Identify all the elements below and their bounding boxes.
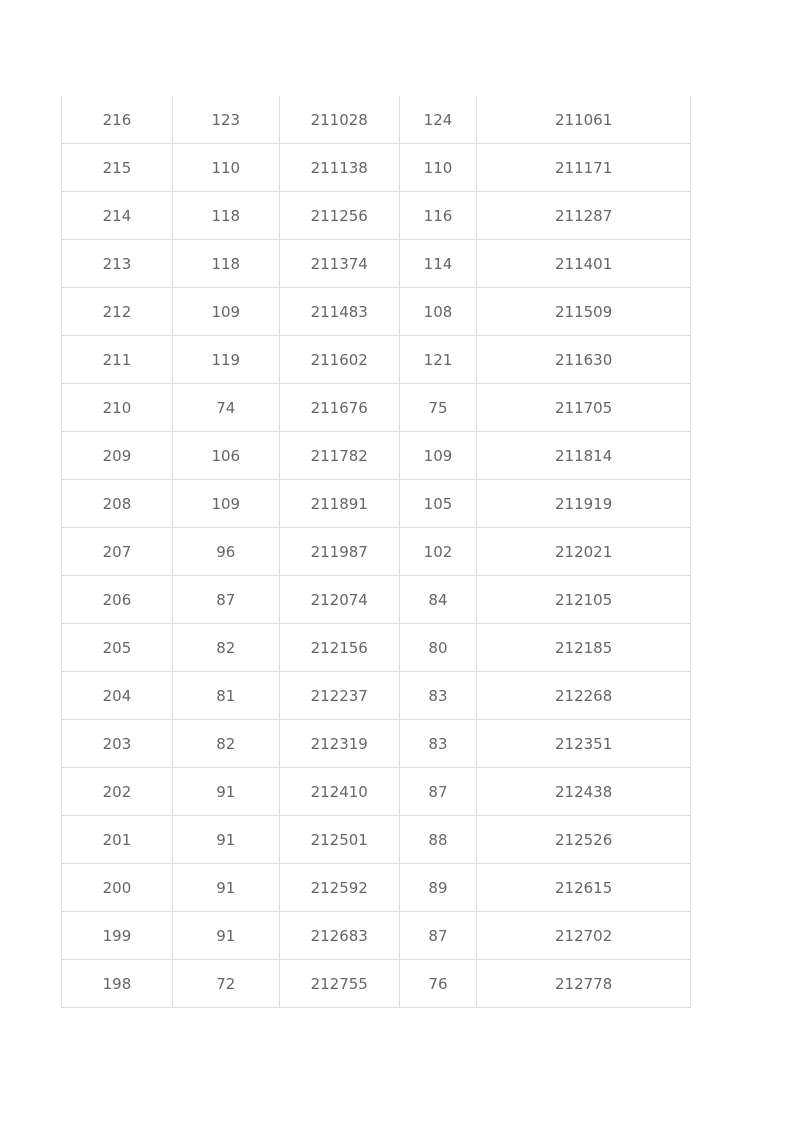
table-cell: 211509 [477, 288, 691, 336]
table-cell: 212351 [477, 720, 691, 768]
table-row [62, 288, 691, 336]
table-cell: 82 [172, 624, 279, 672]
table-cell: 109 [172, 288, 279, 336]
table-row [62, 912, 691, 960]
table-cell: 118 [172, 240, 279, 288]
table-cell: 212185 [477, 624, 691, 672]
table-cell: 215 [62, 144, 173, 192]
table-cell: 209 [62, 432, 173, 480]
table-row [62, 528, 691, 576]
table-cell: 212105 [477, 576, 691, 624]
table-cell: 211782 [279, 432, 399, 480]
table-cell: 212683 [279, 912, 399, 960]
table-cell: 207 [62, 528, 173, 576]
table-cell: 213 [62, 240, 173, 288]
table-cell: 91 [172, 864, 279, 912]
table-row [62, 384, 691, 432]
table-cell: 212615 [477, 864, 691, 912]
table-row [62, 864, 691, 912]
table-cell: 206 [62, 576, 173, 624]
table-row [62, 672, 691, 720]
table-cell: 212410 [279, 768, 399, 816]
table-cell: 201 [62, 816, 173, 864]
table-cell: 211919 [477, 480, 691, 528]
table-cell: 212268 [477, 672, 691, 720]
table-cell: 102 [399, 528, 477, 576]
table-cell: 109 [172, 480, 279, 528]
table-cell: 208 [62, 480, 173, 528]
table-cell: 118 [172, 192, 279, 240]
table-cell: 81 [172, 672, 279, 720]
table-cell: 212592 [279, 864, 399, 912]
table-cell: 212755 [279, 960, 399, 1008]
table-cell: 211891 [279, 480, 399, 528]
table-cell: 199 [62, 912, 173, 960]
table-cell: 75 [399, 384, 477, 432]
table-cell: 72 [172, 960, 279, 1008]
table-cell: 74 [172, 384, 279, 432]
table-cell: 212074 [279, 576, 399, 624]
table-cell: 212021 [477, 528, 691, 576]
table-row [62, 816, 691, 864]
table-cell: 211401 [477, 240, 691, 288]
table-row [62, 720, 691, 768]
table-cell: 211374 [279, 240, 399, 288]
table-cell: 216 [62, 96, 173, 144]
table-cell: 211814 [477, 432, 691, 480]
table-cell: 211061 [477, 96, 691, 144]
table-cell: 211287 [477, 192, 691, 240]
table-cell: 83 [399, 672, 477, 720]
table-row [62, 576, 691, 624]
table-cell: 212237 [279, 672, 399, 720]
table-row [62, 768, 691, 816]
table-row [62, 240, 691, 288]
table-cell: 212 [62, 288, 173, 336]
table-cell: 123 [172, 96, 279, 144]
table-cell: 76 [399, 960, 477, 1008]
table-cell: 204 [62, 672, 173, 720]
table-cell: 211256 [279, 192, 399, 240]
table-cell: 119 [172, 336, 279, 384]
table-cell: 84 [399, 576, 477, 624]
table-cell: 200 [62, 864, 173, 912]
table-cell: 212501 [279, 816, 399, 864]
table-cell: 212778 [477, 960, 691, 1008]
table-cell: 105 [399, 480, 477, 528]
table-row [62, 624, 691, 672]
table-row [62, 192, 691, 240]
table-cell: 211028 [279, 96, 399, 144]
table-cell: 116 [399, 192, 477, 240]
table-row [62, 480, 691, 528]
table-cell: 214 [62, 192, 173, 240]
table-cell: 91 [172, 816, 279, 864]
table-cell: 211630 [477, 336, 691, 384]
table-row [62, 144, 691, 192]
table-row [62, 432, 691, 480]
table-cell: 124 [399, 96, 477, 144]
table-cell: 114 [399, 240, 477, 288]
table-cell: 212438 [477, 768, 691, 816]
table-cell: 80 [399, 624, 477, 672]
table-cell: 109 [399, 432, 477, 480]
table-cell: 110 [172, 144, 279, 192]
table-cell: 203 [62, 720, 173, 768]
table-cell: 212526 [477, 816, 691, 864]
table-cell: 211602 [279, 336, 399, 384]
table-cell: 205 [62, 624, 173, 672]
table-cell: 211 [62, 336, 173, 384]
score-table [61, 96, 691, 1008]
table-body [62, 96, 691, 1008]
table-cell: 202 [62, 768, 173, 816]
table-cell: 211171 [477, 144, 691, 192]
table-cell: 212702 [477, 912, 691, 960]
table-row [62, 336, 691, 384]
table-cell: 198 [62, 960, 173, 1008]
table-cell: 106 [172, 432, 279, 480]
table-cell: 211705 [477, 384, 691, 432]
table-cell: 211138 [279, 144, 399, 192]
table-cell: 211483 [279, 288, 399, 336]
table-row [62, 960, 691, 1008]
table-cell: 88 [399, 816, 477, 864]
table-cell: 89 [399, 864, 477, 912]
table-cell: 83 [399, 720, 477, 768]
table-row [62, 96, 691, 144]
table-cell: 87 [399, 768, 477, 816]
table-cell: 87 [172, 576, 279, 624]
table-cell: 210 [62, 384, 173, 432]
table-cell: 212319 [279, 720, 399, 768]
table-cell: 110 [399, 144, 477, 192]
table-cell: 91 [172, 768, 279, 816]
table-cell: 211676 [279, 384, 399, 432]
table-cell: 212156 [279, 624, 399, 672]
table-cell: 82 [172, 720, 279, 768]
table-cell: 96 [172, 528, 279, 576]
table-cell: 211987 [279, 528, 399, 576]
table-cell: 91 [172, 912, 279, 960]
table-cell: 121 [399, 336, 477, 384]
table-cell: 108 [399, 288, 477, 336]
table-cell: 87 [399, 912, 477, 960]
